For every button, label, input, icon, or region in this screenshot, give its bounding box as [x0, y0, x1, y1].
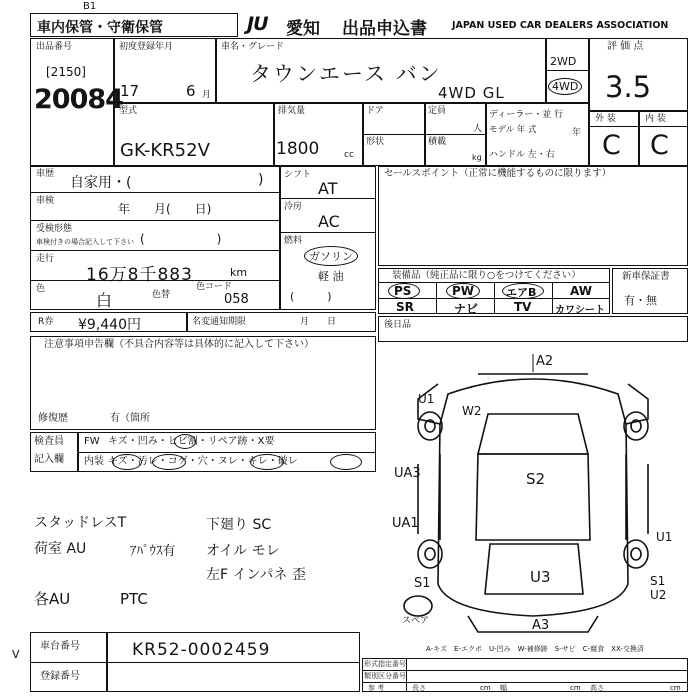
- color-label: 色: [36, 284, 46, 294]
- repair-history-label: 修復歴: [38, 413, 68, 424]
- person-unit: 人: [473, 124, 483, 134]
- equipment-airbag: エアB: [506, 286, 537, 299]
- model-label: 型式: [119, 106, 138, 116]
- side-mark: V: [12, 648, 20, 661]
- shift-value: AT: [318, 179, 338, 198]
- later-items-block: [378, 316, 688, 342]
- year-unit: 年: [572, 128, 582, 138]
- lot-small-number: [2150]: [46, 65, 86, 79]
- width-label: 幅: [500, 684, 507, 692]
- org-name: 愛知: [286, 19, 320, 39]
- registration-month: 6: [186, 82, 196, 100]
- mark-circle: [388, 283, 420, 299]
- length-unit: cm: [480, 684, 491, 692]
- equipment-leather: カワシート: [555, 305, 605, 316]
- chassis-label: 車台番号: [40, 641, 80, 652]
- car-name: タウンエース バン: [250, 62, 442, 86]
- lot-label: 出品番号: [36, 42, 73, 52]
- score-label: 評 価 点: [607, 41, 644, 52]
- car-diagram: [378, 344, 688, 650]
- inspector-label-2: 記入欄: [34, 454, 64, 465]
- color-change-label: 色替: [152, 290, 171, 300]
- inspector-row1: キズ・凹み・ヒビ割・リペア跡・X要: [108, 436, 275, 447]
- mileage-value: 16万8千883: [86, 265, 193, 285]
- equipment-label: 装備品（純正品に限り○をつけてください）: [392, 270, 581, 281]
- storage-title: 車内保管・守衛保管: [37, 20, 163, 36]
- mileage-unit: km: [230, 266, 248, 279]
- inspector-note: PTC: [120, 590, 148, 608]
- sales-point-label: セールスポイント（正常に機能するものに限ります）: [384, 168, 612, 179]
- damage-legend: A-キズ E-エクボ U-凹み W-補修跡 S-サビ C-腐食 XX-交換済: [426, 645, 644, 653]
- inspector-note: スタッドレスT: [34, 515, 127, 531]
- color-value: 白: [96, 291, 113, 310]
- interior-label: 内 装: [645, 114, 666, 124]
- shift-label: シフト: [284, 170, 312, 180]
- notes-block: [30, 336, 376, 430]
- registration-year: 17: [120, 82, 140, 100]
- equipment-aw: AW: [570, 284, 592, 298]
- color-code: 058: [224, 292, 249, 307]
- registration-label: 初度登録年月: [119, 42, 174, 52]
- displacement-label: 排気量: [278, 106, 306, 116]
- type-designation-label: 形式指定番号: [364, 660, 406, 668]
- capacity-label: 定員: [428, 106, 447, 116]
- association-name: JAPAN USED CAR DEALERS ASSOCIATION: [452, 20, 669, 31]
- history-close: ): [258, 172, 264, 188]
- shape-label: 形状: [366, 137, 385, 147]
- fuel-gas-circled: ガソリン: [304, 246, 358, 266]
- tax-notice-value: 月 日: [300, 317, 337, 327]
- fuel-diesel: 軽 油: [318, 270, 344, 283]
- damage-mark: A2: [536, 354, 554, 369]
- form-title: 出品申込書: [342, 19, 427, 39]
- inspection-type-value: ( ): [140, 232, 222, 246]
- inspection-value: 年 月( 日): [118, 202, 212, 216]
- warranty-label: 新車保証書: [622, 271, 670, 282]
- spare-label: スペア: [402, 616, 430, 626]
- damage-mark: UA3: [394, 466, 421, 481]
- exterior-grade: C: [602, 130, 621, 161]
- model-code: GK-KR52V: [120, 140, 210, 161]
- damage-mark: UA1: [392, 516, 419, 531]
- damage-mark: U1: [418, 392, 435, 406]
- mark-circle: [446, 283, 480, 299]
- notes-label: 注意事項申告欄（不具合内容等は具体的に記入して下さい）: [44, 339, 314, 350]
- damage-mark: A3: [532, 618, 550, 633]
- height-unit: cm: [670, 684, 681, 692]
- score-value: 3.5: [605, 70, 652, 104]
- damage-mark: S1: [650, 574, 666, 588]
- mark-circle: [152, 454, 186, 470]
- ac-label: 冷房: [284, 202, 303, 212]
- damage-mark: U3: [530, 568, 551, 586]
- equipment-pw: PW: [452, 284, 475, 298]
- later-items-label: 後日品: [384, 320, 412, 330]
- height-label: 高さ: [590, 684, 604, 692]
- mark-circle: [502, 283, 544, 299]
- lot-number: 20084: [34, 84, 123, 115]
- load-label: 積載: [428, 137, 447, 147]
- inspector-note: 各AU: [34, 590, 71, 608]
- damage-mark: S2: [526, 470, 546, 488]
- inspector-note: オイル モレ: [206, 543, 280, 559]
- inspector-note: 荷室 AU: [34, 541, 87, 557]
- handle-label: ハンドル 左・右: [489, 150, 555, 160]
- inspection-type-label: 受検形態: [36, 224, 73, 234]
- car-grade: 4WD GL: [438, 84, 505, 102]
- fuel-paren: ( ): [290, 290, 332, 303]
- reference-label: 参 考: [368, 684, 385, 692]
- door-label: ドア: [366, 106, 384, 116]
- mileage-label: 走行: [36, 254, 55, 264]
- equipment-sr: SR: [396, 300, 414, 314]
- equipment-navi: ナビ: [454, 302, 479, 316]
- warranty-value: 有・無: [624, 294, 657, 307]
- class-number-label: 類別区分番号: [364, 672, 406, 680]
- damage-mark: W2: [462, 404, 482, 418]
- car-name-label: 車名・グレード: [221, 42, 285, 52]
- history-label: 車歴: [36, 169, 55, 179]
- inspection-label: 車検: [36, 196, 55, 206]
- cc-unit: cc: [344, 150, 354, 160]
- inspector-label-1: 検査員: [34, 436, 64, 447]
- damage-mark: U1: [656, 530, 673, 544]
- inspector-note: ｱﾊﾟｳｽ有: [130, 544, 176, 559]
- drive-2wd: 2WD: [550, 55, 577, 68]
- spec-block: [362, 658, 688, 692]
- mark-circle: [112, 454, 142, 470]
- mark-circle: [174, 434, 196, 449]
- inspector-row2-label: 内装: [84, 456, 104, 467]
- kg-unit: kg: [472, 153, 482, 162]
- color-code-label: 色コード: [196, 282, 233, 292]
- recycle-amount: ¥9,440円: [78, 317, 141, 333]
- interior-grade: C: [650, 130, 669, 161]
- length-label: 長さ: [412, 684, 426, 692]
- history-value: 自家用・(: [70, 175, 132, 191]
- inspector-note: 下廻り SC: [206, 517, 272, 533]
- damage-mark: S1: [414, 576, 431, 591]
- drive-4wd-circled: 4WD: [548, 78, 582, 95]
- exterior-label: 外 装: [595, 114, 616, 124]
- chassis-number: KR52-0002459: [132, 640, 271, 660]
- equipment-ps: PS: [394, 284, 412, 298]
- equipment-tv: TV: [514, 300, 532, 314]
- inspector-note: 左F インパネ 歪: [206, 567, 306, 583]
- inspection-type-note: 車検付きの場合記入して下さい: [36, 238, 134, 246]
- recycle-label: R券: [38, 317, 54, 327]
- storage-title-box: [30, 13, 238, 37]
- inspector-row1-label: FW: [84, 436, 100, 447]
- displacement: 1800: [276, 139, 320, 159]
- corner-mark: B1: [83, 1, 97, 12]
- month-unit: 月: [202, 90, 212, 100]
- tax-notice-label: 名変通知期限: [192, 317, 247, 327]
- damage-mark: U2: [650, 588, 667, 602]
- dealer-label: ディーラー・並 行: [489, 110, 564, 120]
- width-unit: cm: [570, 684, 581, 692]
- mark-circle: [250, 454, 284, 470]
- model-year-label: モデル 年 式: [489, 125, 537, 135]
- mark-circle: [330, 454, 362, 470]
- inspector-row2: キズ・汚レ・コゲ・穴・ヌレ・キレ・破レ: [108, 456, 298, 467]
- repair-history-value: 有（箇所: [110, 413, 150, 424]
- fuel-label: 燃料: [284, 236, 303, 246]
- registration-number-label: 登録番号: [40, 671, 80, 682]
- ju-logo: JU: [247, 13, 268, 35]
- ac-value: AC: [318, 212, 340, 231]
- sales-point-block: [378, 166, 688, 266]
